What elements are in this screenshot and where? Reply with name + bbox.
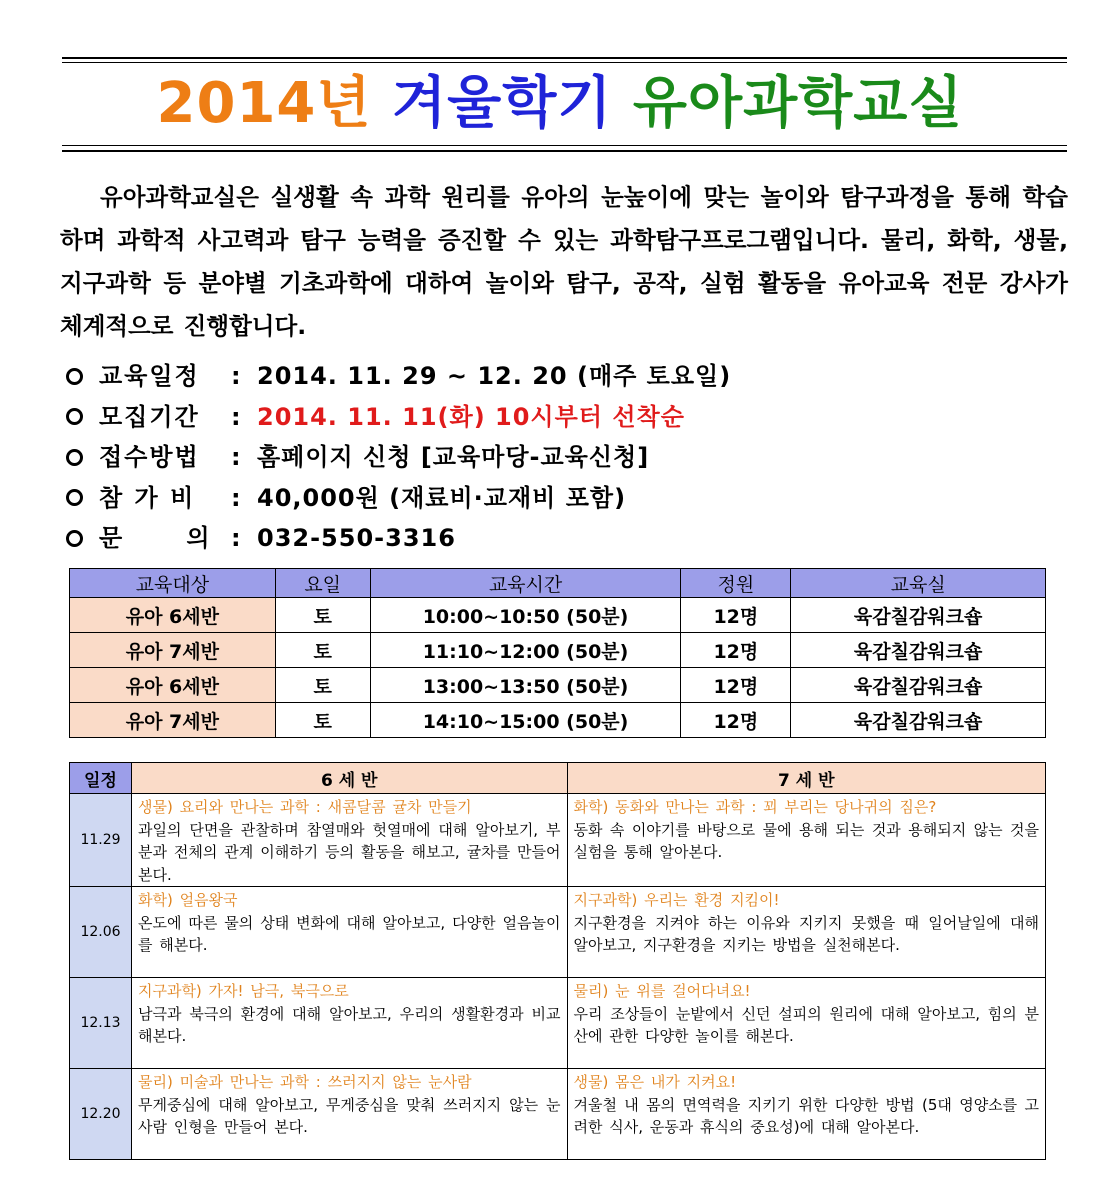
activity-topic: 물리) 눈 위를 걸어다녀요! — [573, 982, 751, 1000]
activity-topic: 지구과학) 우리는 환경 지킴이! — [573, 891, 780, 909]
column-header: 교육실 — [791, 569, 1046, 598]
activity-topic: 생물) 몸은 내가 지켜요! — [573, 1073, 737, 1091]
seven-year-cell — [567, 887, 1046, 978]
table-cell: 유아 6세반 — [70, 598, 276, 633]
date-cell: 12.20 — [70, 1069, 132, 1160]
table-cell: 12명 — [681, 633, 791, 668]
info-item-fee — [66, 478, 1066, 519]
bottom-rule-thin — [62, 145, 1067, 146]
table-cell: 토 — [275, 598, 370, 633]
circle-bullet-icon — [66, 368, 83, 385]
column-header: 요일 — [275, 569, 370, 598]
info-colon: : — [231, 402, 241, 431]
info-label: 접수방법 — [99, 443, 200, 472]
activity-description: 우리 조상들이 눈밭에서 신던 설피의 원리에 대해 알아보고, 힘의 분산에 관한 다양한 놀이를 해본다. — [573, 1004, 1039, 1045]
table-cell: 토 — [275, 633, 370, 668]
circle-bullet-icon — [66, 449, 83, 466]
activity-description: 과일의 단면을 관찰하며 참열매와 헛열매에 대해 알아보기, 부분과 전체의 관계 이해하기 등의 활동을 해보고, 귤차를 만들어 본다. — [137, 820, 561, 884]
table-cell: 육감칠감워크숍 — [791, 703, 1046, 738]
table-header-row — [70, 763, 1046, 794]
bottom-rule — [62, 150, 1067, 152]
weekly-plan-table — [69, 762, 1046, 1160]
title-year: 2014년 — [156, 71, 372, 136]
info-label: 모집기간 — [99, 402, 200, 431]
activity-topic: 화학) 얼음왕국 — [137, 891, 238, 909]
title-semester: 겨울학기 — [392, 71, 613, 136]
info-colon: : — [231, 362, 241, 391]
column-header: 일정 — [70, 763, 132, 794]
table-cell: 토 — [275, 703, 370, 738]
class-schedule-table — [69, 568, 1046, 738]
table-cell: 10:00~10:50 (50분) — [370, 598, 681, 633]
table-row — [70, 703, 1046, 738]
circle-bullet-icon — [66, 408, 83, 425]
info-colon: : — [231, 443, 241, 472]
seven-year-cell — [567, 1069, 1046, 1160]
table-cell: 유아 6세반 — [70, 668, 276, 703]
circle-bullet-icon — [66, 489, 83, 506]
column-header: 6 세 반 — [131, 763, 567, 794]
activity-description: 남극과 북극의 환경에 대해 알아보고, 우리의 생활환경과 비교해본다. — [137, 1004, 561, 1045]
six-year-cell — [131, 1069, 567, 1160]
info-value: 2014. 11. 29 ~ 12. 20 (매주 토요일) — [257, 362, 732, 391]
info-colon: : — [231, 483, 241, 512]
table-cell: 토 — [275, 668, 370, 703]
intro-paragraph: 유아과학교실은 실생활 속 과학 원리를 유아의 눈높이에 맞는 놀이와 탐구과정을 통해 학습하며 과학적 사고력과 탐구 능력을 증진할 수 있는 과학탐구프로그램입니다. 물리, 화학, 생물, 지구과학 등 분야별 기초과학에 대하여 놀이와 탐구, 공작, 실험 활동을 유아교육 전문 강사가 체계적으로 진행합니다. — [60, 183, 1068, 340]
activity-topic: 지구과학) 가자! 남극, 북극으로 — [137, 982, 349, 1000]
info-item-registration — [66, 437, 1066, 478]
circle-bullet-icon — [66, 530, 83, 547]
table-row — [70, 633, 1046, 668]
table-cell: 12명 — [681, 703, 791, 738]
table-cell: 유아 7세반 — [70, 703, 276, 738]
column-header: 7 세 반 — [567, 763, 1046, 794]
info-item-contact — [66, 518, 1066, 559]
seven-year-cell — [567, 794, 1046, 887]
table-cell: 12명 — [681, 668, 791, 703]
info-label: 교육일정 — [99, 362, 200, 391]
table-cell: 14:10~15:00 (50분) — [370, 703, 681, 738]
info-value: 2014. 11. 11(화) 10시부터 선착순 — [257, 402, 685, 431]
column-header: 교육대상 — [70, 569, 276, 598]
six-year-cell — [131, 887, 567, 978]
activity-description: 무게중심에 대해 알아보고, 무게중심을 맞춰 쓰러지지 않는 눈사람 인형을 만들어 본다. — [137, 1095, 561, 1136]
title-program: 유아과학교실 — [632, 71, 964, 136]
column-header: 정원 — [681, 569, 791, 598]
info-colon: : — [231, 524, 241, 553]
table-row — [70, 1069, 1046, 1160]
date-cell: 11.29 — [70, 794, 132, 887]
column-header: 교육시간 — [370, 569, 681, 598]
info-item-schedule — [66, 356, 1066, 397]
info-label: 참 가 비 — [99, 483, 196, 512]
table-cell: 12명 — [681, 598, 791, 633]
six-year-cell — [131, 794, 567, 887]
top-rule-thin — [62, 62, 1067, 63]
table-cell: 육감칠감워크숍 — [791, 668, 1046, 703]
page-title — [0, 68, 1120, 140]
date-cell: 12.13 — [70, 978, 132, 1069]
table-row — [70, 887, 1046, 978]
table-cell: 13:00~13:50 (50분) — [370, 668, 681, 703]
table-cell: 육감칠감워크숍 — [791, 633, 1046, 668]
activity-description: 겨울철 내 몸의 면역력을 지키기 위한 다양한 방법 (5대 영양소를 고려한 식사, 운동과 휴식의 중요성)에 대해 알아본다. — [573, 1095, 1039, 1136]
top-rule — [62, 57, 1067, 59]
date-cell: 12.06 — [70, 887, 132, 978]
activity-topic: 생물) 요리와 만나는 과학 : 새콤달콤 귤차 만들기 — [137, 798, 472, 816]
table-row — [70, 794, 1046, 887]
table-row — [70, 668, 1046, 703]
seven-year-cell — [567, 978, 1046, 1069]
six-year-cell — [131, 978, 567, 1069]
table-header-row — [70, 569, 1046, 598]
info-label: 문 의 — [99, 524, 212, 553]
table-row — [70, 598, 1046, 633]
table-cell: 유아 7세반 — [70, 633, 276, 668]
activity-description: 지구환경을 지켜야 하는 이유와 지키지 못했을 때 일어날일에 대해 알아보고, 지구환경을 지키는 방법을 실천해본다. — [573, 913, 1039, 954]
activity-description: 동화 속 이야기를 바탕으로 물에 용해 되는 것과 용해되지 않는 것을 실험을 통해 알아본다. — [573, 820, 1039, 861]
table-cell: 육감칠감워크숍 — [791, 598, 1046, 633]
info-list — [66, 356, 1066, 559]
table-cell: 11:10~12:00 (50분) — [370, 633, 681, 668]
info-value: 032-550-3316 — [257, 524, 456, 553]
activity-description: 온도에 따른 물의 상태 변화에 대해 알아보고, 다양한 얼음놀이를 해본다. — [137, 913, 561, 954]
activity-topic: 화학) 동화와 만나는 과학 : 꾀 부리는 당나귀의 짐은? — [573, 798, 937, 816]
activity-topic: 물리) 미술과 만나는 과학 : 쓰러지지 않는 눈사람 — [137, 1073, 472, 1091]
table-row — [70, 978, 1046, 1069]
info-value: 홈페이지 신청 [교육마당-교육신청] — [257, 443, 650, 472]
info-item-recruitment — [66, 397, 1066, 438]
info-value: 40,000원 (재료비·교재비 포함) — [257, 483, 627, 512]
